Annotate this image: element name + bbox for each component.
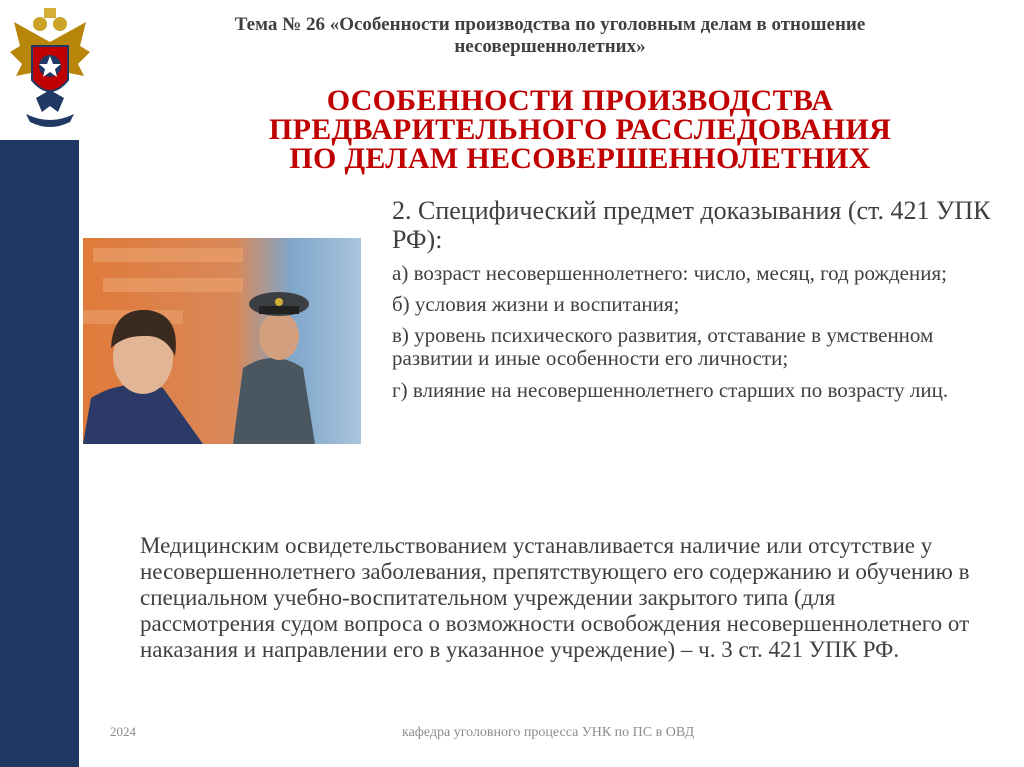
slide-title-line-2: ПРЕДВАРИТЕЛЬНОГО РАССЛЕДОВАНИЯ <box>268 113 892 146</box>
left-sidebar-bar <box>0 140 79 767</box>
list-item: в) уровень психического развития, отставание в умственном развитии и иные особенности его личности; <box>392 323 934 370</box>
footer-department: кафедра уголовного процесса УНК по ПС в ОВД <box>402 725 695 740</box>
medical-exam-paragraph: Медицинским освидетельствованием устанавливается наличие или отсутствие у несовершеннолетнего заболевания, препятствующего его содержанию и обучению в специальном учебно-воспитательном учреждении закрытого типа (для рассмотрения судом вопроса о возможности освобождения несовершеннолетнего от наказания и направлении его в указанное учреждение) – ч. 3 ст. 421 УПК РФ. <box>140 533 970 662</box>
slide-title-line-1: ОСОБЕННОСТИ ПРОИЗВОДСТВА <box>326 84 834 117</box>
topic-line-1: Тема № 26 «Особенности производства по уголовным делам в отношение <box>234 14 866 35</box>
list-item: г) влияние на несовершеннолетнего старших по возрасту лиц. <box>392 378 949 402</box>
teenager-police-photo <box>83 238 361 444</box>
list-item: а) возраст несовершеннолетнего: число, месяц, год рождения; <box>392 261 947 285</box>
list-item: б) условия жизни и воспитания; <box>392 292 680 316</box>
topic-line-2: несовершеннолетних» <box>454 36 646 57</box>
evidence-subject-list <box>392 196 1002 414</box>
list-lead: 2. Специфический предмет доказывания (ст. 421 УПК РФ): <box>392 196 991 254</box>
slide-title <box>180 86 980 173</box>
footer-year: 2024 <box>110 724 136 739</box>
eagle-emblem-icon <box>6 2 94 132</box>
slide-title-line-3: ПО ДЕЛАМ НЕСОВЕРШЕННОЛЕТНИХ <box>289 142 871 175</box>
topic-heading <box>110 14 990 58</box>
